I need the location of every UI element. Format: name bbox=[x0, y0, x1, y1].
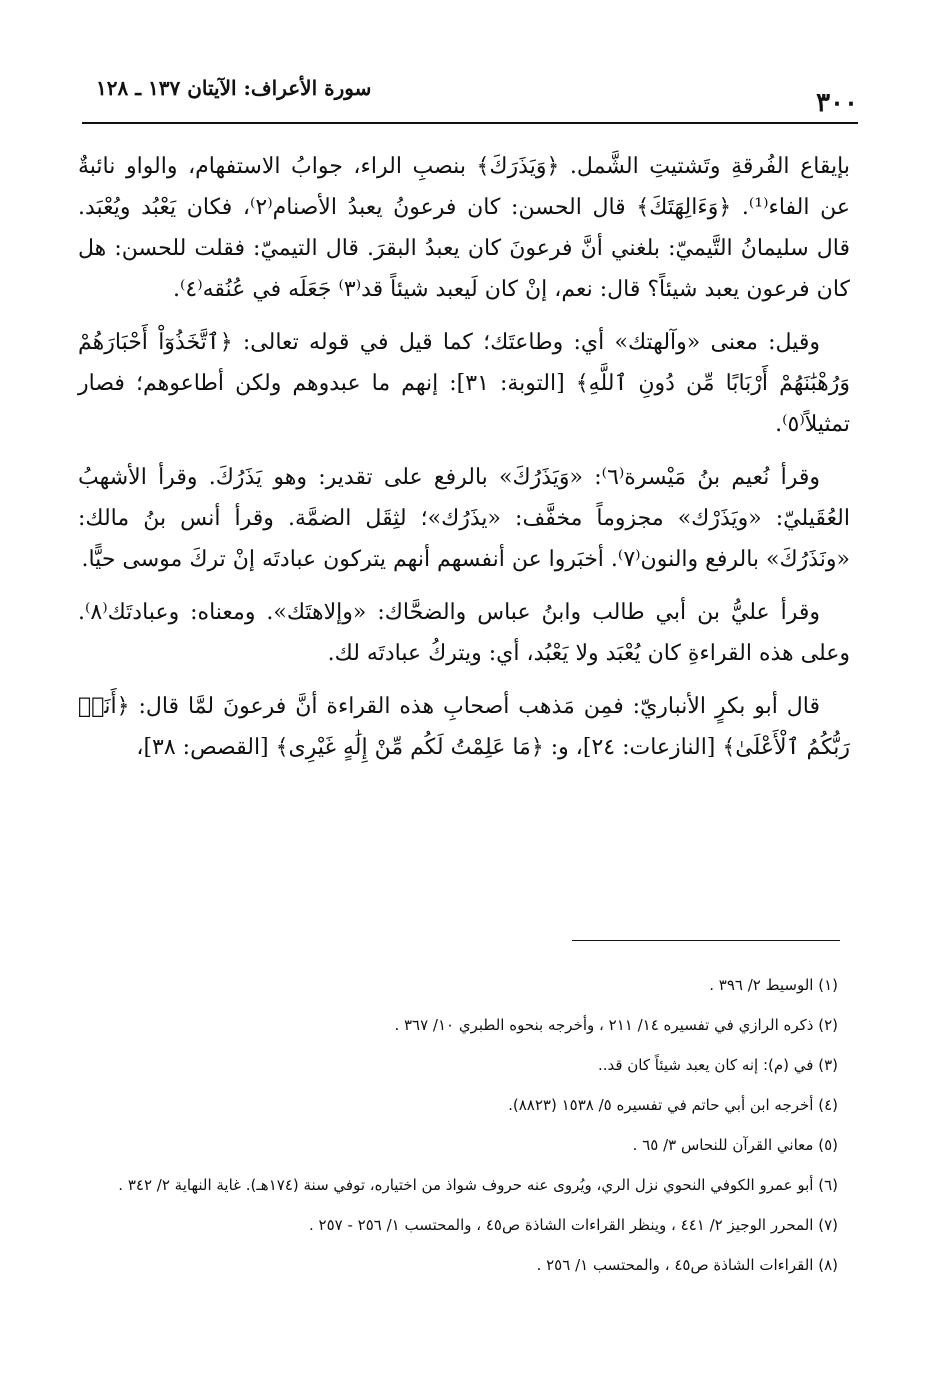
page-number: ٣٠٠ bbox=[816, 88, 858, 118]
paragraph-4: وقرأ عليُّ بن أبي طالب وابنُ عباس والضحَّاك: «وإلاهتَك». ومعناه: وعبادتَك⁽٨⁾. وعلى هذه القراءةِ كان يُعْبَد ولا يَعْبُد، أي: ويتركُ عبادتَه لك. bbox=[78, 600, 850, 666]
footnote-3: (٣) في (م): إنه كان يعبد شيئاً كان قد.. bbox=[597, 1056, 838, 1074]
paragraph-1: بإيقاع الفُرقةِ وتَشتيتِ الشَّمل. ﴿وَيَذَرَكَ﴾ بنصبِ الراء، جوابُ الاستفهام، والواو نائبةٌ عن الفاء⁽¹⁾. ﴿وَءَالِهَتَكَ﴾ قال الحسن: كان فرعونُ يعبدُ الأصنام⁽٢⁾، فكان يَعْبُد ويُعْبَد. قال سليمانُ التَّيميّ: بلغني أنَّ فرعونَ كان يعبدُ البقرَ. قال التيميّ: فقلت للحسن: هل كان فرعون يعبد شيئاً؟ قال: نعم، إنْ كان لَيعبد شيئاً قد⁽٣⁾ جَعَلَه في عُنُقه⁽٤⁾. bbox=[78, 154, 850, 302]
paragraph-3: وقرأ نُعيم بنُ مَيْسرة⁽٦⁾: «وَيَذَرُكَ» بالرفع على تقدير: وهو يَذَرُكَ. وقرأ الأشهبُ العُقَيليّ: «ويَذَرْك» مجزوماً مخفَّف: «يذَرُك»؛ لثِقَل الضمَّة. وقرأ أنس بنُ مالك: «ونَذَرُكَ» بالرفع والنون⁽٧⁾. أخبَروا عن أنفسهم أنهم يتركون عبادتَه إنْ تركَ موسى حيًّا. bbox=[78, 465, 850, 572]
footnote-4: (٤) أخرجه ابن أبي حاتم في تفسيره ٥/ ١٥٣٨ (٨٨٢٣). bbox=[508, 1096, 838, 1114]
paragraph-5: قال أبو بكرٍ الأنباريّ: فمِن مَذهب أصحابِ هذه القراءة أنَّ فرعونَ لمَّا قال: ﴿أَنَا۠ رَبُّكُمُ ٱلْأَعْلَىٰ﴾ [النازعات: ٢٤]، و: ﴿مَا عَلِمْتُ لَكُم مِّنْ إِلَٰهٍ غَيْرِى﴾ [القصص: ٣٨]، bbox=[78, 694, 850, 760]
footnotes bbox=[78, 972, 838, 1292]
running-title: سورة الأعراف: الآيتان ١٣٧ ـ ١٢٨ bbox=[96, 76, 372, 100]
footnote-5: (٥) معاني القرآن للنحاس ٣/ ٦٥ . bbox=[632, 1136, 838, 1154]
footnote-2: (٢) ذكره الرازي في تفسيره ١٤/ ٢١١ ، وأخرجه بنحوه الطبري ١٠/ ٣٦٧ . bbox=[394, 1016, 838, 1034]
header-rule bbox=[82, 122, 858, 124]
paragraph-2: وقيل: معنى «وآلهتك» أي: وطاعتَك؛ كما قيل في قوله تعالى: ﴿ٱتَّخَذُوٓاْ أَحْبَارَهُمْ وَرُهْبَٰنَهُمْ أَرْبَابًا مِّن دُونِ ٱللَّهِ﴾ [التوبة: ٣١]: إنهم ما عبدوهم ولكن أطاعوهم؛ فصار تمثيلاً⁽٥⁾. bbox=[78, 330, 850, 437]
footnote-rule bbox=[572, 940, 840, 941]
footnote-1: (١) الوسيط ٢/ ٣٩٦ . bbox=[709, 976, 838, 994]
main-text bbox=[78, 146, 850, 780]
footnote-8: (٨) القراءات الشاذة ص٤٥ ، والمحتسب ١/ ٢٥٦ . bbox=[536, 1256, 838, 1274]
footnote-6: (٦) أبو عمرو الكوفي النحوي نزل الري، ويُروى عنه حروف شواذ من اختياره، توفي سنة (١٧٤هـ). غاية النهاية ٢/ ٣٤٢ . bbox=[118, 1176, 838, 1194]
page-header bbox=[82, 70, 858, 120]
footnote-7: (٧) المحرر الوجيز ٢/ ٤٤١ ، وينظر القراءات الشاذة ص٤٥ ، والمحتسب ١/ ٢٥٦ - ٢٥٧ . bbox=[309, 1216, 838, 1234]
